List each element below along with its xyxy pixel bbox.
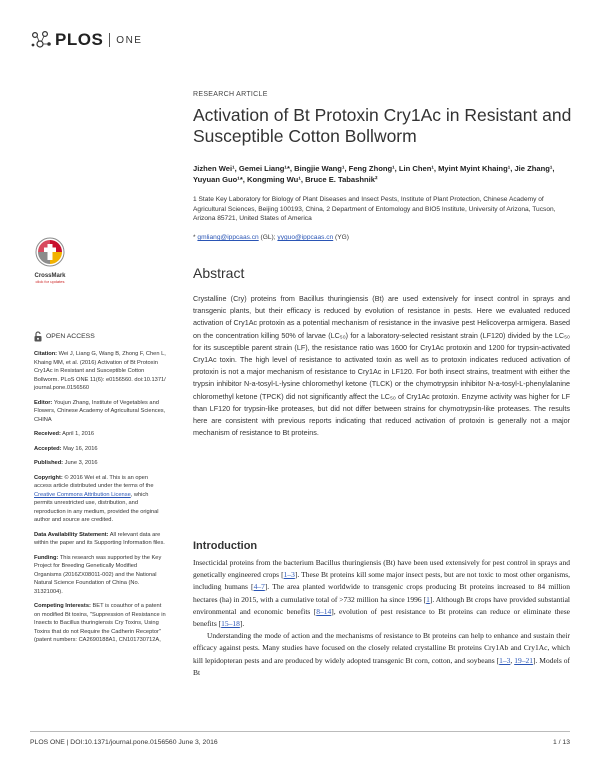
- copyright-label: Copyright:: [34, 474, 63, 481]
- license-link[interactable]: Creative Commons Attribution License: [34, 491, 131, 498]
- page-number: 1 / 13: [552, 739, 570, 746]
- article-metadata-sidebar: [34, 350, 166, 651]
- introduction-paragraph-2: [193, 630, 570, 679]
- citation-block: [34, 350, 166, 393]
- intro-p1-text-c: ]. The area planted worldwide to transgenic crops producing Bt proteins increased to 84 million hectares (ha) in 2015, with a cumulative total of >732 million ha since 1996 [: [193, 582, 570, 604]
- correspondence: [193, 234, 573, 241]
- intro-p2-text-c: ]. Models of Bt: [193, 655, 570, 677]
- article-title: Activation of Bt Protoxin Cry1Ac in Resistant and Susceptible Cotton Bollworm: [193, 105, 572, 146]
- published-block: [34, 459, 166, 468]
- citation-ref[interactable]: 8–14: [316, 606, 332, 616]
- published-date: June 3, 2016: [64, 460, 98, 466]
- copyright-text-b: , which permits unrestricted use, distribution, and reproduction in any medium, provided the original author and source are credited.: [34, 491, 159, 523]
- correspondence-marker: *: [193, 234, 198, 241]
- correspondence-label-gl: (GL);: [258, 234, 278, 241]
- received-label: Received:: [34, 431, 61, 437]
- funding-label: Funding:: [34, 554, 59, 561]
- intro-p1-text-d: ]. Although Bt crops have provided substantial environmental and economic benefits [: [193, 594, 570, 616]
- journal-name: ONE: [116, 34, 143, 46]
- open-access-label: OPEN ACCESS: [46, 333, 95, 340]
- copyright-text-a: © 2016 Wei et al. This is an open access article distributed under the terms of the: [34, 474, 154, 489]
- funding-block: [34, 554, 166, 597]
- email-link-yg[interactable]: yyguo@ippcaas.cn: [277, 234, 334, 241]
- competing-interests-block: [34, 602, 166, 645]
- email-link-gl[interactable]: gmliang@ippcaas.cn: [197, 234, 259, 241]
- introduction-body: [193, 557, 570, 679]
- footer-citation: PLOS ONE | DOI:10.1371/journal.pone.0156560 June 3, 2016: [30, 739, 218, 746]
- data-availability-label: Data Availability Statement:: [34, 531, 109, 538]
- article-type: RESEARCH ARTICLE: [193, 91, 268, 98]
- brand-name: PLOS: [55, 30, 104, 49]
- footer-divider: [30, 731, 570, 732]
- editor-text: Youjun Zhang, Institute of Vegetables and Flowers, Chinese Academy of Agricultural Sciences, CHINA: [34, 399, 166, 423]
- citation-ref[interactable]: 1–3: [283, 570, 295, 580]
- citation-label: Citation:: [34, 351, 58, 357]
- received-block: [34, 430, 166, 439]
- citation-ref[interactable]: 4–7: [253, 582, 265, 592]
- accepted-label: Accepted:: [34, 445, 62, 452]
- crossmark-sublabel: click for updates: [35, 279, 65, 284]
- author-list: Jizhen Wei¹, Gemei Liang¹*, Bingjie Wang¹, Feng Zhong¹, Lin Chen¹, Myint Myint Khaing¹, Jie Zhang¹, Yuyuan Guo¹*, Kongming Wu¹, Bruce E. Tabashnik²: [193, 164, 555, 184]
- open-lock-icon: [34, 331, 42, 342]
- citation-ref[interactable]: 1: [426, 594, 430, 604]
- crossmark-badge[interactable]: [30, 237, 70, 284]
- intro-p1-text-f: ].: [239, 619, 245, 629]
- abstract-heading: Abstract: [193, 265, 245, 281]
- citation-ref[interactable]: 1–3: [499, 655, 511, 665]
- data-availability-text: All relevant data are within the paper and its Supporting Information files.: [34, 531, 165, 546]
- published-label: Published:: [34, 460, 64, 466]
- affiliations: 1 State Key Laboratory for Biology of Plant Diseases and Insect Pests, Institute of Plant Protection, Chinese Academy of Agricultural Sciences, Beijing 100193, China, 2 Department of Entomology and BIO5 Institute, University of Arizona, Tucson, Arizona 85721, United States of America: [193, 196, 556, 222]
- accepted-date: May 16, 2016: [63, 445, 98, 452]
- intro-p1-text-b: ]. These Bt proteins kill some major insect pests, but are not toxic to most other organisms, including humans [: [193, 570, 570, 592]
- competing-interests-label: Competing Interests:: [34, 603, 91, 609]
- citation-ref[interactable]: 19–21: [514, 655, 533, 665]
- intro-p2-text-a: Understanding the mode of action and the mechanisms of resistance to Bt proteins can help to enhance and sustain their efficacy against pests. Many studies have focused on the closely related crystalline Bt proteins Cry1Ab and Cry1Ac, which kill lepidopteran pests and are produced by widely adopted transgenic Bt corn, cotton, and soybeans [: [193, 631, 570, 665]
- data-availability-block: [34, 531, 166, 548]
- editor-label: Editor:: [34, 399, 53, 406]
- citation-ref[interactable]: 15–18: [221, 619, 240, 629]
- copyright-block: [34, 474, 166, 525]
- introduction-paragraph-1: [193, 557, 570, 630]
- funding-text: This research was supported by the Key Project for Breeding Genetically Modified Organisms (2016ZX08011-002) and the National Natural Science Foundation of China (No. 31321004).: [34, 554, 162, 595]
- correspondence-label-yg: (YG): [333, 234, 349, 241]
- logo-divider: [109, 33, 110, 47]
- crossmark-icon: [35, 237, 65, 267]
- crossmark-label: CrossMark: [34, 273, 66, 279]
- received-date: April 1, 2016: [62, 431, 95, 437]
- intro-p1-text-a: Insecticidal proteins from the bacterium Bacillus thuringiensis (Bt) have been used extensively for pest control in sprays and genetically engineered crops [: [193, 558, 570, 580]
- editor-block: [34, 399, 166, 425]
- accepted-block: [34, 445, 166, 454]
- citation-text: Wei J, Liang G, Wang B, Zhong F, Chen L, Khaing MM, et al. (2016) Activation of Bt Protoxin Cry1Ac in Resistant and Susceptible Cotton Bollworm. PLoS ONE 11(6): e0156560. doi:10.1371/ journal.pone.0156560: [34, 351, 166, 391]
- abstract-text: Crystalline (Cry) proteins from Bacillus thuringiensis (Bt) are used extensively for insect control in sprays and transgenic plants, but their efficacy is reduced by evolution of resistance in pests. Here we evaluated reduced activation of Cry1Ac protoxin as a potential mechanism of resistance in the invasive pest Helicoverpa armigera. Based on the concentration killing 50% of larvae (LC₅₀) for a laboratory-selected resistant strain (LF120) divided by the LC₅₀ for its susceptible parent strain (LF), the resistance ratio was 1600 for Cry1Ac protoxin and 1200 for trypsin-activated Cry1Ac toxin. The high level of resistance to activated toxin as well as to protoxin indicates reduced activation of protoxin is not a major mechanism of resistance to Cry1Ac in LF120. For both insect strains, treatment with either the trypsin inhibitor N-a-tosyl-L-lysine chloromethyl ketone (TLCK) or the chymotrypsin inhibitor N-a-tosyl-L-phenylalanine chloromethyl ketone (TPCK) did not significantly affect the LC₅₀ of Cry1Ac protoxin. Enzyme activity was higher for LF than LF120 for trypsin-like proteases, but did not differ between strains for chymotrypsin-like proteases. The results here are consistent with previous reports indicating that reduced activation of protoxin is generally not a major mechanism of resistance to Bt proteins.: [193, 294, 570, 438]
- plos-one-logo[interactable]: [30, 30, 142, 50]
- introduction-heading: Introduction: [193, 540, 258, 552]
- competing-interests-text: BET is coauthor of a patent on modified Bt toxins, "Suppression of Resistance in Insects to Bacillus thuringiensis Cry Toxins, Using Toxins that do not Require the Cadherin Receptor" (patent numbers: CA2690188A1, CN101730712A,: [34, 603, 166, 643]
- intro-p2-text-b: ,: [510, 655, 515, 665]
- intro-p1-text-e: ], evolution of pest resistance to Bt proteins can reduce or eliminate these benefits [: [193, 606, 570, 629]
- open-access-badge: [34, 331, 95, 342]
- plos-network-icon: [30, 30, 52, 50]
